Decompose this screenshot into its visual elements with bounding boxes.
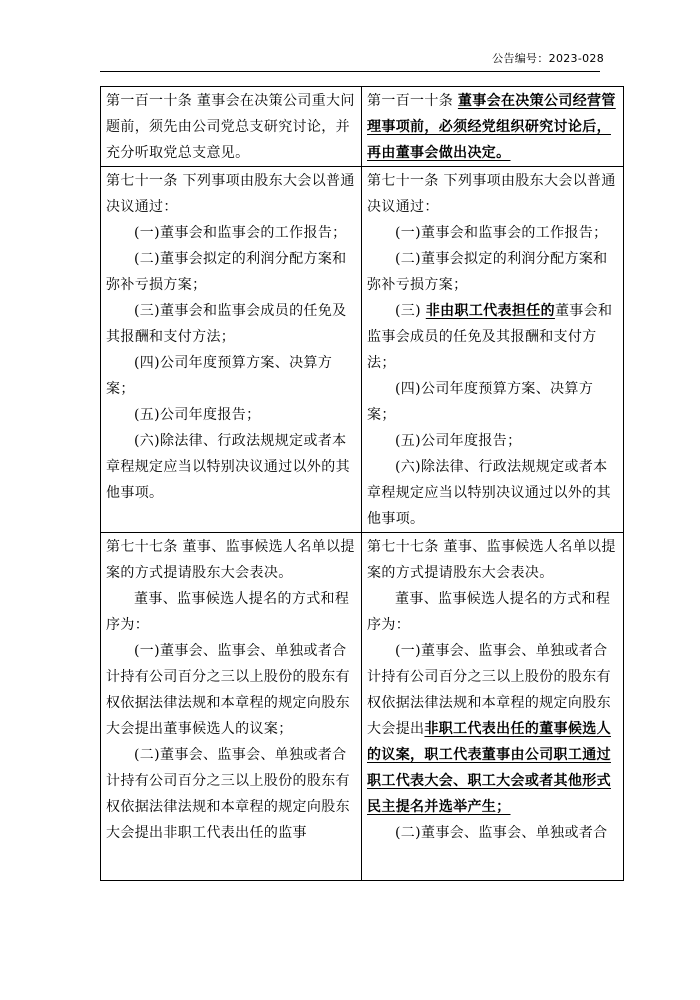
article-heading: 第一百一十条	[367, 93, 458, 109]
paragraph: (四)公司年度预算方案、决算方案；	[106, 355, 333, 397]
paragraph-text: (一)董事会、监事会、单独或者合计持有公司百分之三以上股份的股东有权依据法律法规和本章程的规定向股东大会提出	[367, 643, 611, 737]
paragraph: 第一百一十条 董事会在决策公司重大问题前，须先由公司党总支研究讨论，并充分听取党总支意见。	[106, 93, 355, 161]
paragraph: (六)除法律、行政法规规定或者本章程规定应当以特别决议通过以外的其他事项。	[106, 433, 350, 501]
paragraph: (一)董事会和监事会的工作报告；	[395, 225, 608, 241]
original-article-77	[101, 533, 362, 881]
paragraph: 董事、监事候选人提名的方式和程序为：	[367, 591, 611, 633]
paragraph: (三)董事会和监事会成员的任免及其报酬和支付方法；	[106, 303, 347, 345]
announcement-number: 公告编号：2023-028	[492, 52, 604, 65]
header-divider	[100, 71, 600, 72]
paragraph: 董事、监事候选人提名的方式和程序为：	[106, 591, 350, 633]
paragraph	[367, 298, 618, 376]
paragraph: (一)董事会、监事会、单独或者合计持有公司百分之三以上股份的股东有权依据法律法规和本章程的规定向股东大会提出董事候选人的议案；	[106, 643, 350, 737]
table-row	[101, 87, 624, 167]
item-number: (三)	[395, 303, 426, 319]
paragraph: (五)公司年度报告；	[395, 433, 522, 449]
paragraph: (六)除法律、行政法规规定或者本章程规定应当以特别决议通过以外的其他事项。	[367, 459, 611, 527]
paragraph: (二)董事会拟定的利润分配方案和弥补亏损方案；	[106, 251, 347, 293]
table-row	[101, 533, 624, 881]
revised-article-110	[362, 87, 624, 167]
revised-article-77	[362, 533, 624, 881]
paragraph-text: 董事会和监事会成员的任免及其报酬和支付方法；	[367, 303, 613, 371]
paragraph: 第七十七条 董事、监事候选人名单以提案的方式提请股东大会表决。	[367, 539, 616, 581]
paragraph: (二)董事会、监事会、单独或者合计持有公司百分之三以上股份的股东有权依据法律法规和本章程的规定向股东大会提出非职工代表出任的监事	[106, 747, 350, 841]
paragraph: (二)董事会拟定的利润分配方案和弥补亏损方案；	[367, 251, 608, 293]
paragraph: (五)公司年度报告；	[134, 407, 261, 423]
revised-text: 董事会在决策公司经营管理事项前，必须经党组织研究讨论后，再由董事会做出决定。	[367, 93, 616, 161]
original-article-71	[101, 167, 362, 533]
revised-text: 非职工代表出任的董事候选人的议案，职工代表董事由公司职工通过职工代表大会、职工大会或者其他形式民主提名并选举产生；	[367, 721, 611, 815]
paragraph	[367, 88, 618, 166]
original-article-110	[101, 87, 362, 167]
cell-content	[106, 534, 356, 846]
paragraph: (二)董事会、监事会、单独或者合	[395, 825, 608, 841]
cell-content	[367, 534, 618, 846]
paragraph: 第七十七条 董事、监事候选人名单以提案的方式提请股东大会表决。	[106, 539, 355, 581]
table-row	[101, 167, 624, 533]
paragraph	[367, 638, 618, 820]
revised-text: 非由职工代表担任的	[425, 303, 555, 319]
paragraph: 第七十一条 下列事项由股东大会以普通决议通过：	[106, 173, 355, 215]
revised-article-71	[362, 167, 624, 533]
paragraph: 第七十一条 下列事项由股东大会以普通决议通过：	[367, 173, 616, 215]
paragraph: (四)公司年度预算方案、决算方案；	[367, 381, 594, 423]
paragraph: (一)董事会和监事会的工作报告；	[134, 225, 347, 241]
articles-comparison-table	[100, 86, 624, 881]
